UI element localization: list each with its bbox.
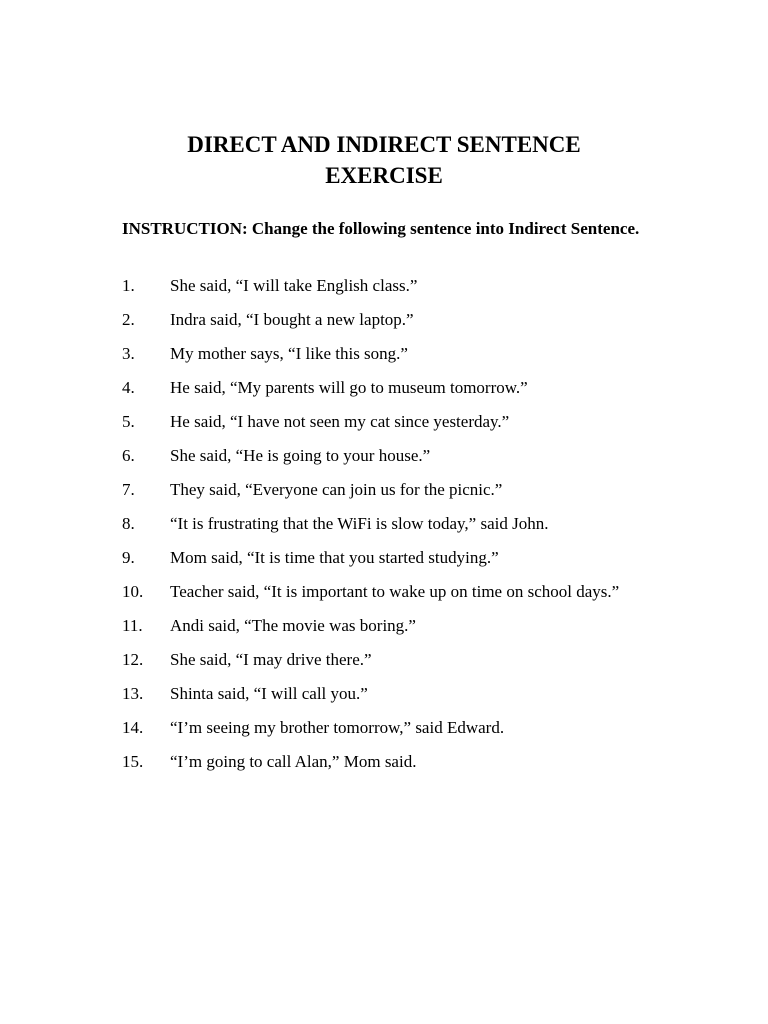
document-title: [0, 129, 768, 191]
exercise-item: [122, 269, 646, 303]
title-line-2: EXERCISE: [325, 163, 443, 188]
item-number: 9.: [122, 548, 135, 567]
exercise-item: [122, 677, 646, 711]
exercise-item: [122, 473, 646, 507]
exercise-item: [122, 575, 646, 609]
exercise-item: [122, 507, 646, 541]
item-text: Mom said, “It is time that you started studying.”: [170, 548, 499, 567]
item-number: 5.: [122, 412, 135, 431]
exercise-item: [122, 371, 646, 405]
exercise-item: [122, 711, 646, 745]
item-number: 1.: [122, 276, 135, 295]
item-text: She said, “I may drive there.”: [170, 650, 372, 669]
exercise-list: [122, 269, 646, 779]
item-number: 4.: [122, 378, 135, 397]
item-text: Indra said, “I bought a new laptop.”: [170, 310, 414, 329]
item-text: “I’m seeing my brother tomorrow,” said Edward.: [170, 718, 505, 737]
exercise-item: [122, 745, 646, 779]
item-number: 11.: [122, 616, 143, 635]
item-number: 12.: [122, 650, 144, 669]
item-number: 10.: [122, 582, 144, 601]
item-number: 8.: [122, 514, 135, 533]
item-text: Teacher said, “It is important to wake up on time on school days.”: [170, 582, 620, 601]
item-number: 7.: [122, 480, 135, 499]
exercise-item: [122, 405, 646, 439]
item-text: He said, “I have not seen my cat since yesterday.”: [170, 412, 510, 431]
item-number: 6.: [122, 446, 135, 465]
item-number: 2.: [122, 310, 135, 329]
item-text: My mother says, “I like this song.”: [170, 344, 408, 363]
title-line-1: DIRECT AND INDIRECT SENTENCE: [187, 132, 581, 157]
item-number: 14.: [122, 718, 144, 737]
item-text: She said, “He is going to your house.”: [170, 446, 431, 465]
item-text: Shinta said, “I will call you.”: [170, 684, 368, 703]
item-text: Andi said, “The movie was boring.”: [170, 616, 416, 635]
instruction-text: INSTRUCTION: Change the following sentence into Indirect Sentence.: [122, 219, 640, 238]
exercise-item: [122, 609, 646, 643]
exercise-item: [122, 303, 646, 337]
item-text: She said, “I will take English class.”: [170, 276, 418, 295]
exercise-item: [122, 337, 646, 371]
exercise-item: [122, 541, 646, 575]
item-text: They said, “Everyone can join us for the picnic.”: [170, 480, 503, 499]
item-number: 3.: [122, 344, 135, 363]
item-text: He said, “My parents will go to museum tomorrow.”: [170, 378, 528, 397]
item-text: “It is frustrating that the WiFi is slow today,” said John.: [170, 514, 549, 533]
exercise-item: [122, 439, 646, 473]
item-text: “I’m going to call Alan,” Mom said.: [170, 752, 417, 771]
exercise-item: [122, 643, 646, 677]
item-number: 15.: [122, 752, 144, 771]
item-number: 13.: [122, 684, 144, 703]
